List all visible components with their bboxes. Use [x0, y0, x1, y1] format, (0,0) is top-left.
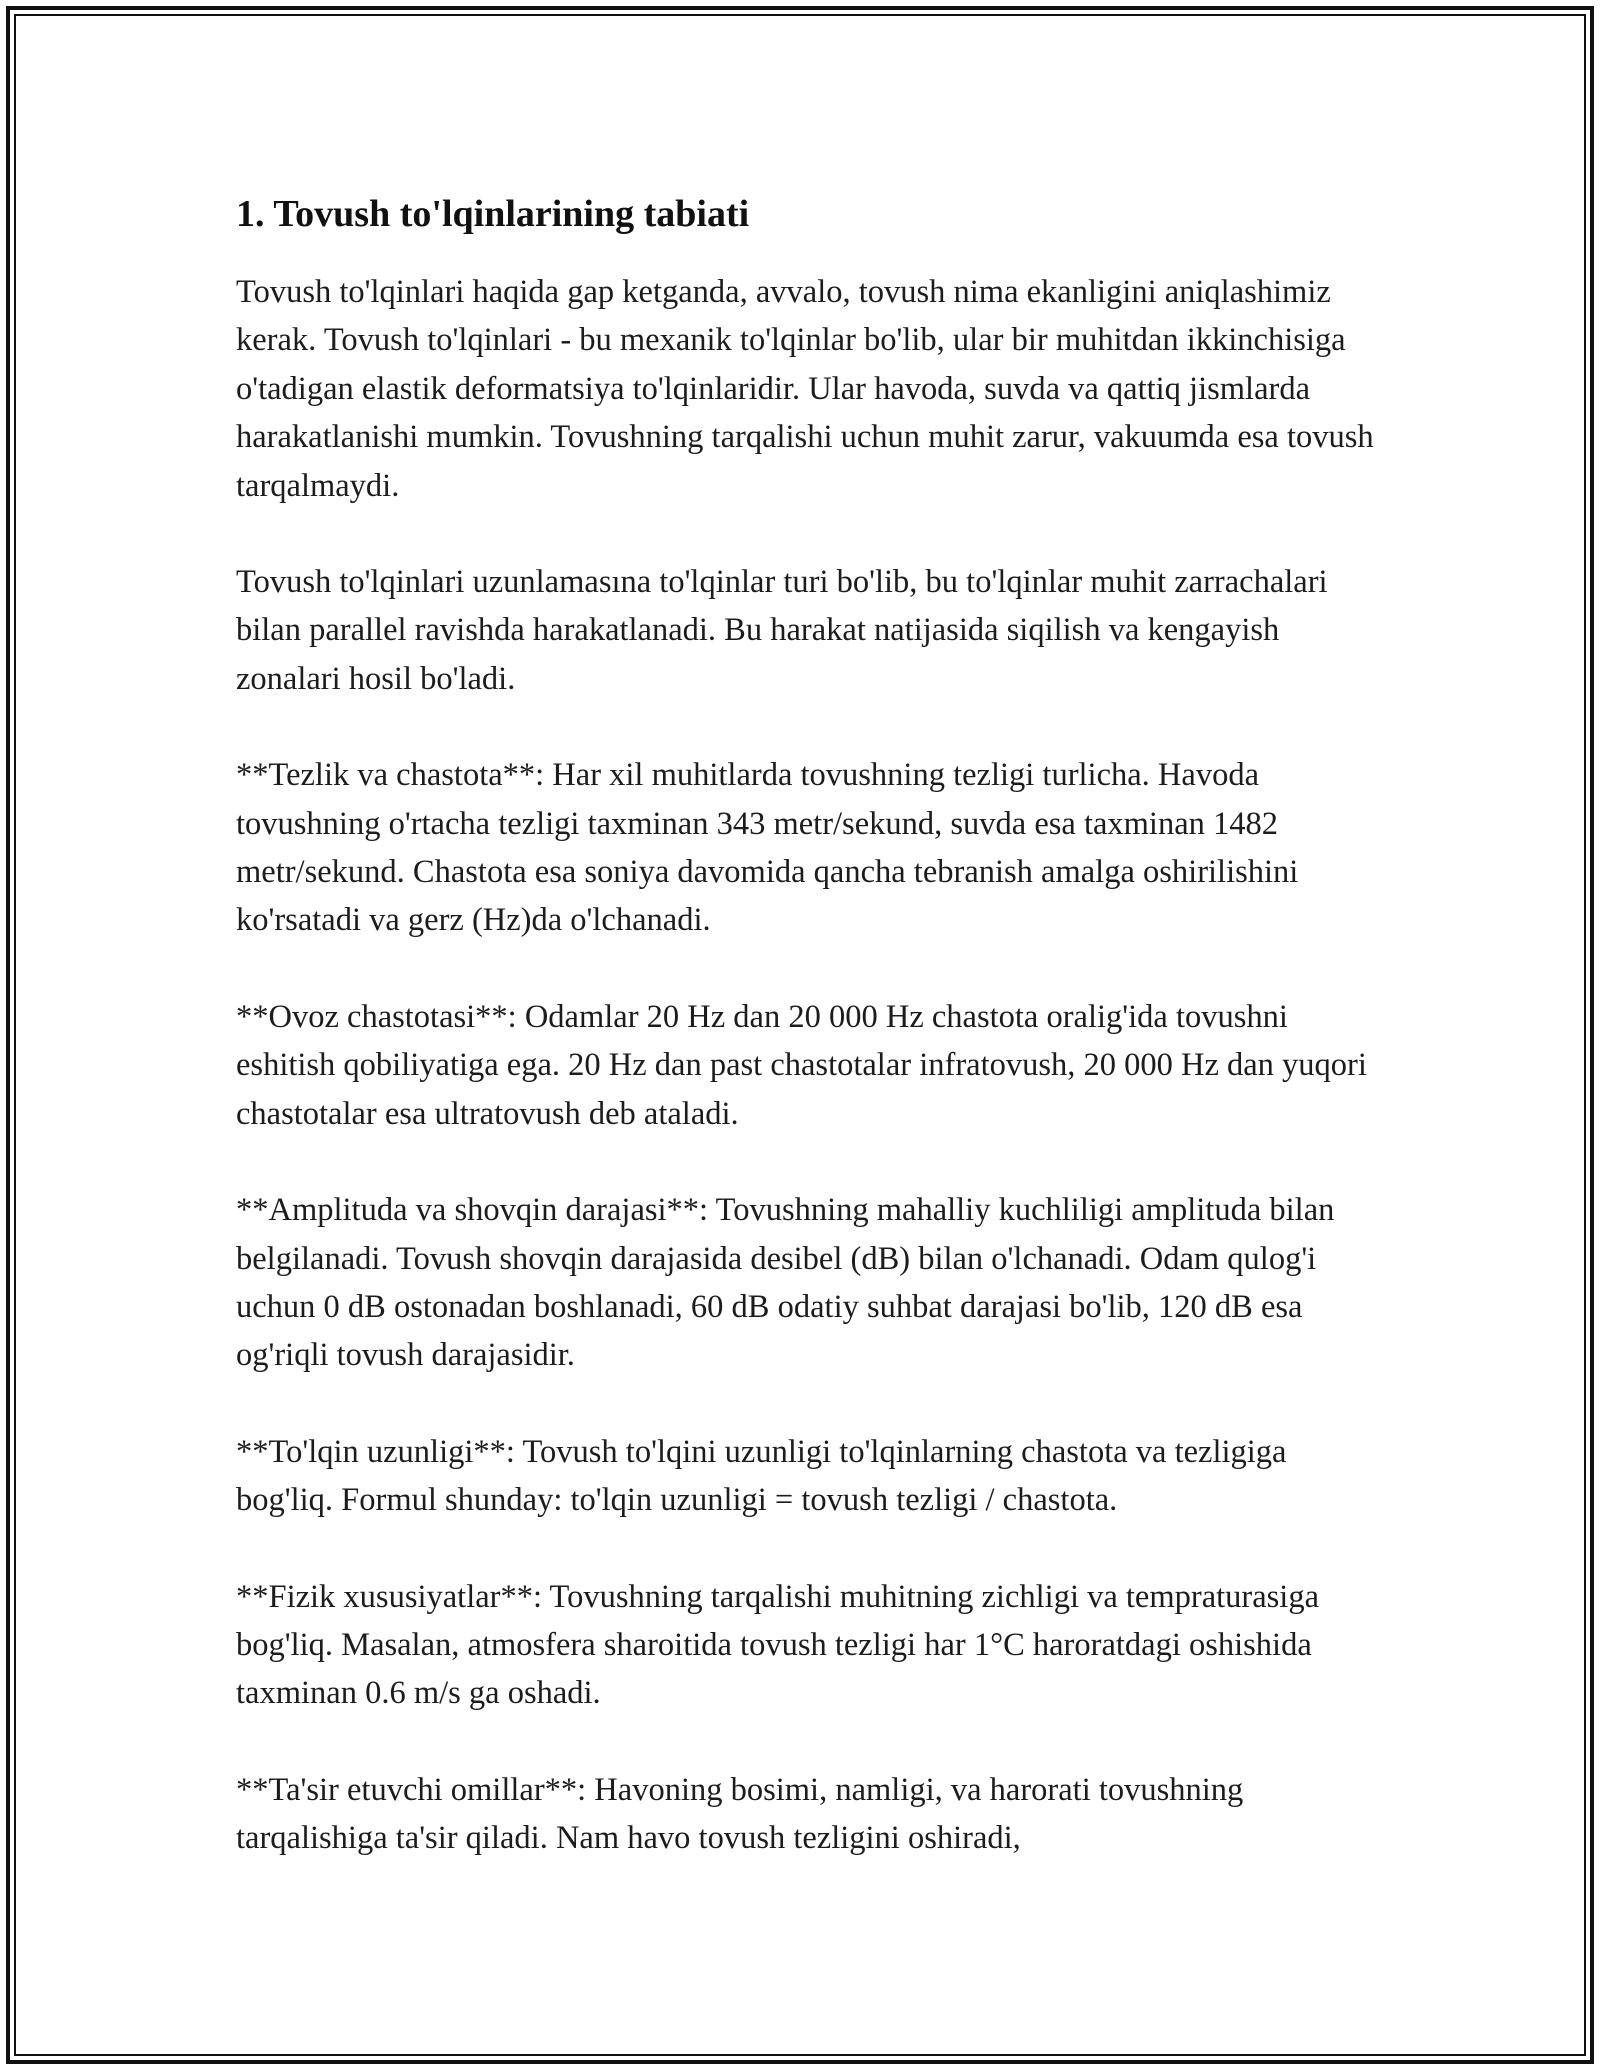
paragraph-intro: Tovush to'lqinlari haqida gap ketganda, avvalo, tovush nima ekanligini aniqlashimiz kerak. Tovush to'lqinlari - bu mexanik to'lqinlar bo'lib, ular bir muhitdan ikkinchisiga o'tadigan elastik deformatsiya to'lqinlaridir. Ular havoda, suvda va qattiq jismlarda harakatlanishi mumkin. Tovushning tarqalishi uchun muhit zarur, vakuumda esa tovush tarqalmaydi. [236, 274, 1374, 504]
paragraph-amplitude-noise: **Amplituda va shovqin darajasi**: Tovushning mahalliy kuchliligi amplituda bilan belgilanadi. Tovush shovqin darajasida desibel (dB) bilan o'lchanadi. Odam qulog'i uchun 0 dB ostonadan boshlanadi, 60 dB odatiy suhbat darajasi bo'lib, 120 dB esa og'riqli tovush darajasidir. [236, 1192, 1335, 1374]
section-heading: 1. Tovush to'lqinlarining tabiati [236, 193, 750, 235]
paragraph-longitudinal-waves: Tovush to'lqinlari uzunlamasına to'lqinlar turi bo'lib, bu to'lqinlar muhit zarrachalari bilan parallel ravishda harakatlanadi. Bu harakat natijasida siqilish va kengayish zonalari hosil bo'ladi. [236, 564, 1328, 697]
document-body [236, 186, 1376, 1911]
paragraph-influencing-factors: **Ta'sir etuvchi omillar**: Havoning bosimi, namligi, va harorati tovushning tarqalishiga ta'sir qiladi. Nam havo tovush tezligini oshiradi, [236, 1771, 1244, 1857]
paragraph-sound-frequency: **Ovoz chastotasi**: Odamlar 20 Hz dan 20 000 Hz chastota oralig'ida tovushni eshitish qobiliyatiga ega. 20 Hz dan past chastotalar infratovush, 20 000 Hz dan yuqori chastotalar esa ultratovush deb ataladi. [236, 998, 1367, 1132]
paragraph-speed-frequency: **Tezlik va chastota**: Har xil muhitlarda tovushning tezligi turlicha. Havoda tovushning o'rtacha tezligi taxminan 343 metr/sekund, suvda esa taxminan 1482 metr/sekund. Chastota esa soniya davomida qancha tebranish amalga oshirilishini ko'rsatadi va gerz (Hz)da o'lchanadi. [236, 757, 1299, 939]
paragraph-wavelength: **To'lqin uzunligi**: Tovush to'lqini uzunligi to'lqinlarning chastota va tezligiga bog'liq. Formul shunday: to'lqin uzunligi = tovush tezligi / chastota. [236, 1433, 1287, 1519]
paragraph-physical-properties: **Fizik xususiyatlar**: Tovushning tarqalishi muhitning zichligi va tempraturasiga bog'liq. Masalan, atmosfera sharoitida tovush tezligi har 1°C haroratdagi oshishida taxminan 0.6 m/s ga oshadi. [236, 1578, 1320, 1712]
